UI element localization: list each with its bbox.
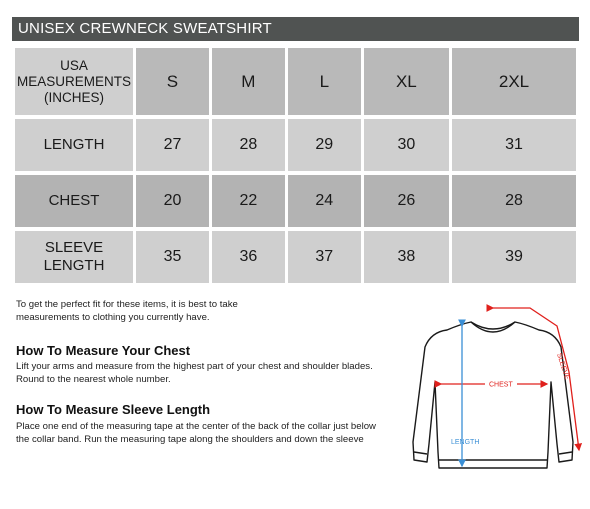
table-cell: 28 bbox=[452, 175, 576, 227]
sleeve-instructions bbox=[16, 421, 416, 446]
sweatshirt-outline bbox=[413, 322, 573, 468]
table-cell: 20 bbox=[136, 175, 209, 227]
intro-line: To get the perfect fit for these items, it is best to take bbox=[16, 299, 238, 310]
size-chart-table bbox=[12, 48, 579, 283]
size-header-2xl: 2XL bbox=[452, 48, 576, 115]
fit-intro-text bbox=[16, 298, 406, 324]
table-cell: 30 bbox=[364, 119, 449, 171]
sleeve-line: Place one end of the measuring tape at the center of the back of the collar just below bbox=[16, 421, 376, 432]
row-label-length: LENGTH bbox=[15, 119, 133, 171]
sleeve-heading: How To Measure Sleeve Length bbox=[16, 402, 211, 417]
row-label-chest: CHEST bbox=[15, 175, 133, 227]
table-cell: 36 bbox=[212, 231, 285, 283]
table-cell: 31 bbox=[452, 119, 576, 171]
chest-diagram-label: CHEST bbox=[489, 381, 513, 389]
row-label-sleeve-length bbox=[15, 231, 133, 283]
size-header-m: M bbox=[212, 48, 285, 115]
table-row-sleeve-length bbox=[15, 231, 576, 283]
header-label-line: USA bbox=[60, 57, 88, 73]
table-cell: 37 bbox=[288, 231, 361, 283]
table-header-row bbox=[15, 48, 576, 115]
table-cell: 24 bbox=[288, 175, 361, 227]
row-label-line: SLEEVE bbox=[44, 239, 104, 256]
table-cell: 29 bbox=[288, 119, 361, 171]
header-label-line: (INCHES) bbox=[44, 89, 104, 105]
table-row-length bbox=[15, 119, 576, 171]
header-label-line: MEASUREMENTS bbox=[16, 73, 131, 89]
length-diagram-label: LENGTH bbox=[451, 439, 480, 446]
sleeve-line: the collar band. Run the measuring tape along the shoulders and down the sleeve bbox=[16, 433, 364, 445]
size-header-l: L bbox=[288, 48, 361, 115]
intro-line: measurements to clothing you currently have. bbox=[16, 312, 210, 323]
size-header-xl: XL bbox=[364, 48, 449, 115]
table-header-label bbox=[15, 48, 133, 115]
table-cell: 38 bbox=[364, 231, 449, 283]
chest-heading: How To Measure Your Chest bbox=[16, 343, 191, 358]
table-cell: 27 bbox=[136, 119, 209, 171]
chest-line: Lift your arms and measure from the highest part of your chest and shoulder blades. bbox=[16, 361, 373, 372]
table-cell: 39 bbox=[452, 231, 576, 283]
table-cell: 28 bbox=[212, 119, 285, 171]
size-header-s: S bbox=[136, 48, 209, 115]
sleeve-diagram-label: SLEEVE bbox=[555, 352, 571, 381]
page-title: UNISEX CREWNECK SWEATSHIRT bbox=[12, 17, 579, 41]
table-cell: 35 bbox=[136, 231, 209, 283]
table-row-chest bbox=[15, 175, 576, 227]
table-cell: 26 bbox=[364, 175, 449, 227]
chest-instructions bbox=[16, 361, 416, 386]
sweatshirt-diagram bbox=[405, 292, 585, 504]
table-cell: 22 bbox=[212, 175, 285, 227]
row-label-line: LENGTH bbox=[43, 257, 105, 274]
chest-line: Round to the nearest whole number. bbox=[16, 373, 171, 385]
